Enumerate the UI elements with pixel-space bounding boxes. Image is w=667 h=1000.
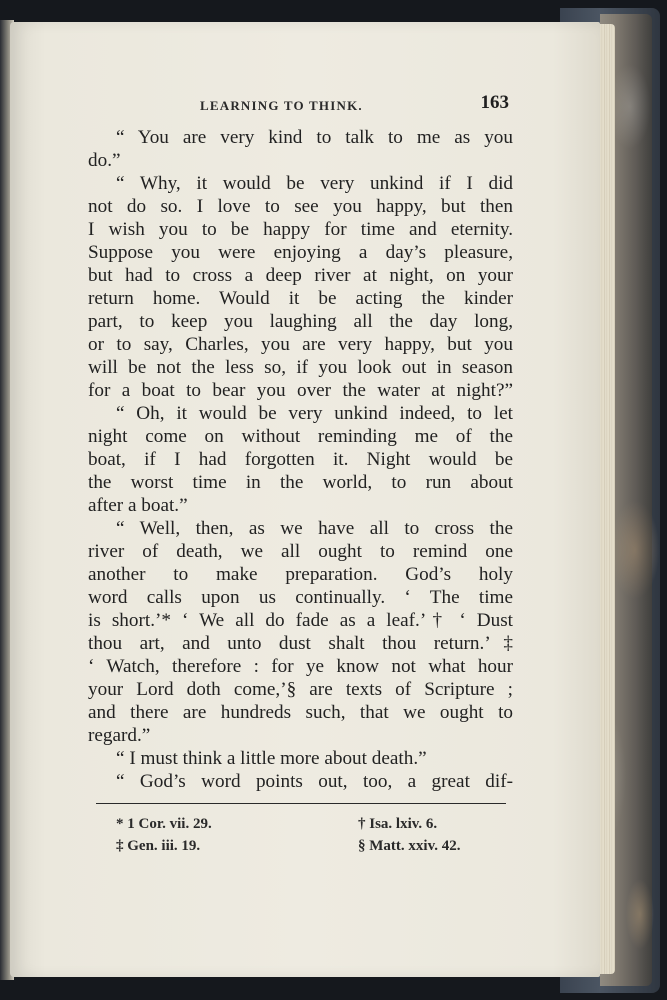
page-text-block	[88, 92, 513, 866]
text-line: another to make preparation. God’s holy	[88, 564, 513, 585]
text-line: regard.”	[88, 725, 151, 746]
footnote-1: * 1 Cor. vii. 29.	[116, 816, 212, 832]
text-line: “ I must think a little more about death.”	[116, 748, 427, 769]
text-line: word calls upon us continually. ‘ The time	[88, 587, 513, 608]
text-line: “ God’s word points out, too, a great dif-	[116, 771, 513, 792]
text-line: boat, if I had forgotten it. Night would be	[88, 449, 513, 470]
text-line: will be not the less so, if you look out in season	[88, 357, 513, 378]
text-line: or to say, Charles, you are very happy, but you	[88, 334, 513, 355]
page-number: 163	[480, 92, 509, 113]
body-text	[88, 126, 513, 793]
text-line: night come on without reminding me of the	[88, 426, 513, 447]
text-line: do.”	[88, 150, 121, 171]
text-line: after a boat.”	[88, 495, 188, 516]
text-line: your Lord doth come,’§ are texts of Scripture ;	[88, 679, 513, 700]
text-line: I wish you to be happy for time and eternity.	[88, 219, 513, 240]
text-line: Suppose you were enjoying a day’s pleasure,	[88, 242, 513, 263]
footnotes	[88, 816, 513, 866]
running-head	[88, 92, 513, 122]
text-line: the worst time in the world, to run about	[88, 472, 513, 493]
text-line: “ Well, then, as we have all to cross the	[116, 518, 513, 539]
text-line: but had to cross a deep river at night, on your	[88, 265, 513, 286]
text-line: part, to keep you laughing all the day long,	[88, 311, 513, 332]
footnote-2: † Isa. lxiv. 6.	[358, 816, 438, 832]
footnote-4: § Matt. xxiv. 42.	[358, 838, 461, 854]
text-line: “ Oh, it would be very unkind indeed, to let	[116, 403, 513, 424]
text-line: and there are hundreds such, that we ought to	[88, 702, 513, 723]
text-line: thou art, and unto dust shalt thou return.’‡	[88, 633, 513, 654]
text-line: river of death, we all ought to remind one	[88, 541, 513, 562]
text-line: “ Why, it would be very unkind if I did	[116, 173, 513, 194]
text-line: return home. Would it be acting the kinder	[88, 288, 513, 309]
text-line: “ You are very kind to talk to me as you	[116, 127, 513, 148]
running-title: LEARNING TO THINK.	[200, 98, 363, 113]
footnote-rule	[96, 803, 506, 804]
text-line: is short.’* ‘ We all do fade as a leaf.’† ‘ Dust	[88, 610, 513, 631]
text-line: not do so. I love to see you happy, but then	[88, 196, 513, 217]
footnote-3: ‡ Gen. iii. 19.	[116, 838, 201, 854]
text-line: for a boat to bear you over the water at night?”	[88, 380, 513, 401]
text-line: ‘ Watch, therefore : for ye know not what hour	[88, 656, 513, 677]
